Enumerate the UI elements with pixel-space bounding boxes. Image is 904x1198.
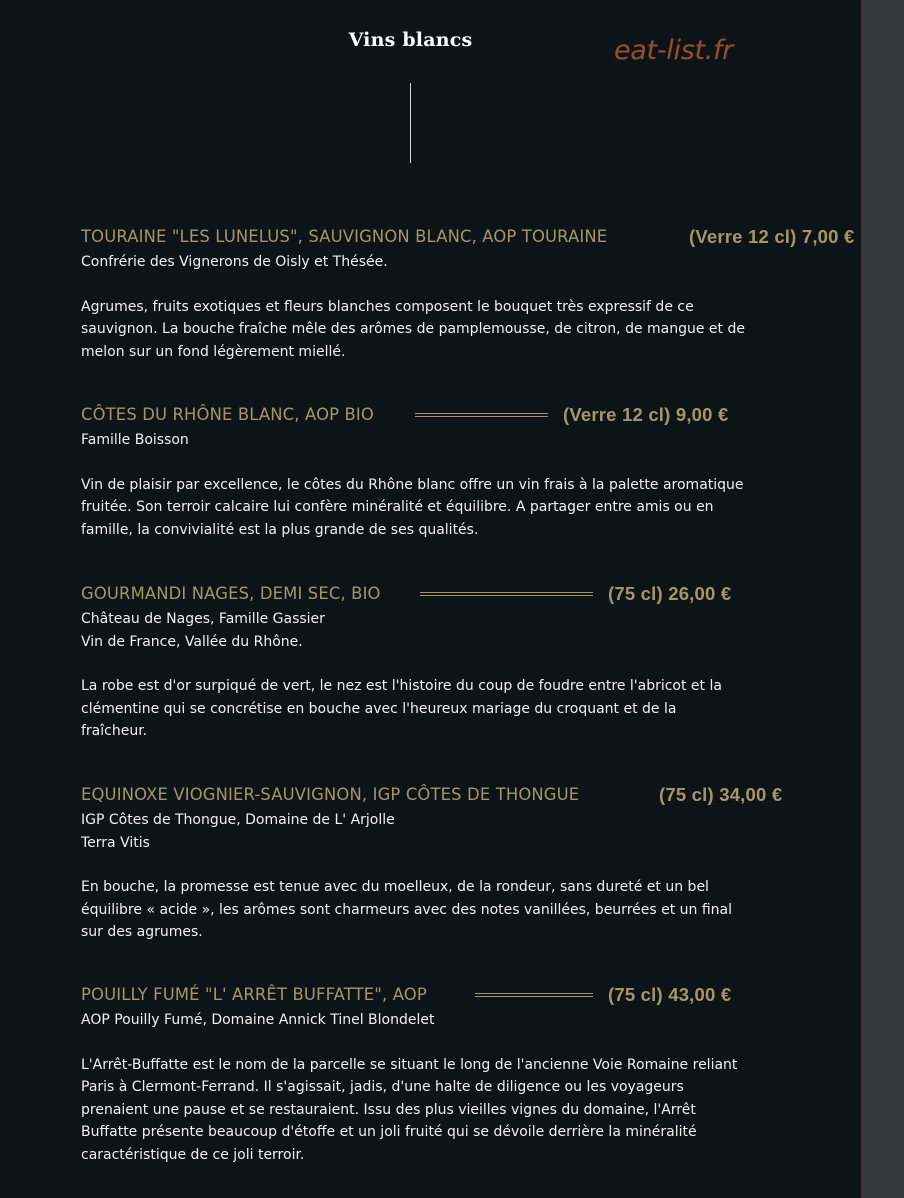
wine-item — [81, 226, 855, 363]
wine-name: EQUINOXE VIOGNIER-SAUVIGNON, IGP CÔTES DE THONGUE — [81, 785, 580, 804]
wine-header — [81, 583, 781, 607]
leader-rule — [415, 413, 548, 417]
wine-name: TOURAINE "LES LUNELUS", SAUVIGNON BLANC, AOP TOURAINE — [81, 227, 608, 246]
wine-producer: IGP Côtes de Thongue, Domaine de L' Arjolle — [81, 812, 395, 828]
wine-producer: AOP Pouilly Fumé, Domaine Annick Tinel Blondelet — [81, 1012, 435, 1028]
leader-rule — [475, 993, 593, 997]
wine-price: (75 cl) 43,00 € — [608, 984, 732, 1005]
leader-rule — [420, 592, 593, 596]
wine-header — [81, 226, 855, 250]
wine-item — [81, 784, 781, 944]
wine-producer: Confrérie des Vignerons de Oisly et Thésée. — [81, 254, 388, 270]
wine-price: (75 cl) 34,00 € — [659, 784, 783, 805]
wine-description: La robe est d'or surpiqué de vert, le nez est l'histoire du coup de foudre entre l'abricot et la clémentine qui se concrétise en bouche avec l'heureux mariage du croquant et de la fraîcheur. — [81, 678, 722, 739]
wine-name: CÔTES DU RHÔNE BLANC, AOP BIO — [81, 405, 374, 424]
wine-price: (75 cl) 26,00 € — [608, 583, 732, 604]
watermark: eat-list.fr — [614, 35, 734, 66]
wine-header — [81, 984, 781, 1008]
wine-description: L'Arrêt-Buffatte est le nom de la parcelle se situant le long de l'ancienne Voie Romaine reliant Paris à Clermont-Ferrand. Il s'agissait, jadis, d'une halte de diligence ou les voyageurs prenaient une pause et se restauraient. Issu des plus vieilles vignes du domaine, l'Arrêt Buffatte présente beaucoup d'étoffe et un joli fruité qui se dévoile derrière la minéralité caractéristique de ce joli terroir. — [81, 1056, 738, 1163]
wine-price: (Verre 12 cl) 7,00 € — [689, 226, 855, 247]
wine-item — [81, 404, 781, 541]
wine-item — [81, 984, 781, 1166]
wine-description: En bouche, la promesse est tenue avec du moelleux, de la rondeur, sans dureté et un bel équilibre « acide », les arômes sont charmeurs avec des notes vanillées, beurrées et un final sur des agrumes. — [81, 879, 733, 940]
wine-price: (Verre 12 cl) 9,00 € — [563, 404, 729, 425]
wine-name: GOURMANDI NAGES, DEMI SEC, BIO — [81, 584, 381, 603]
wine-name: POUILLY FUMÉ "L' ARRÊT BUFFATTE", AOP — [81, 985, 427, 1004]
wine-header — [81, 404, 781, 428]
side-scroll-area[interactable] — [861, 0, 904, 1198]
wine-producer: Château de Nages, Famille Gassier — [81, 611, 325, 627]
wine-item — [81, 583, 781, 743]
section-title: Vins blancs — [348, 29, 473, 51]
wine-description: Agrumes, fruits exotiques et fleurs blanches composent le bouquet très expressif de ce sauvignon. La bouche fraîche mêle des arômes de pamplemousse, de citron, de mangue et de melon sur un fond légèrement miellé. — [81, 298, 745, 360]
wine-label: Terra Vitis — [81, 834, 150, 851]
wine-region: Vin de France, Vallée du Rhône. — [81, 633, 303, 650]
title-divider — [410, 83, 411, 163]
wine-description: Vin de plaisir par excellence, le côtes du Rhône blanc offre un vin frais à la palette aromatique fruitée. Son terroir calcaire lui confère minéralité et équilibre. A partager entre amis ou en famille, la convivialité est la plus grande de ses qualités. — [81, 476, 744, 538]
wine-header — [81, 784, 781, 808]
wine-producer: Famille Boisson — [81, 432, 189, 448]
